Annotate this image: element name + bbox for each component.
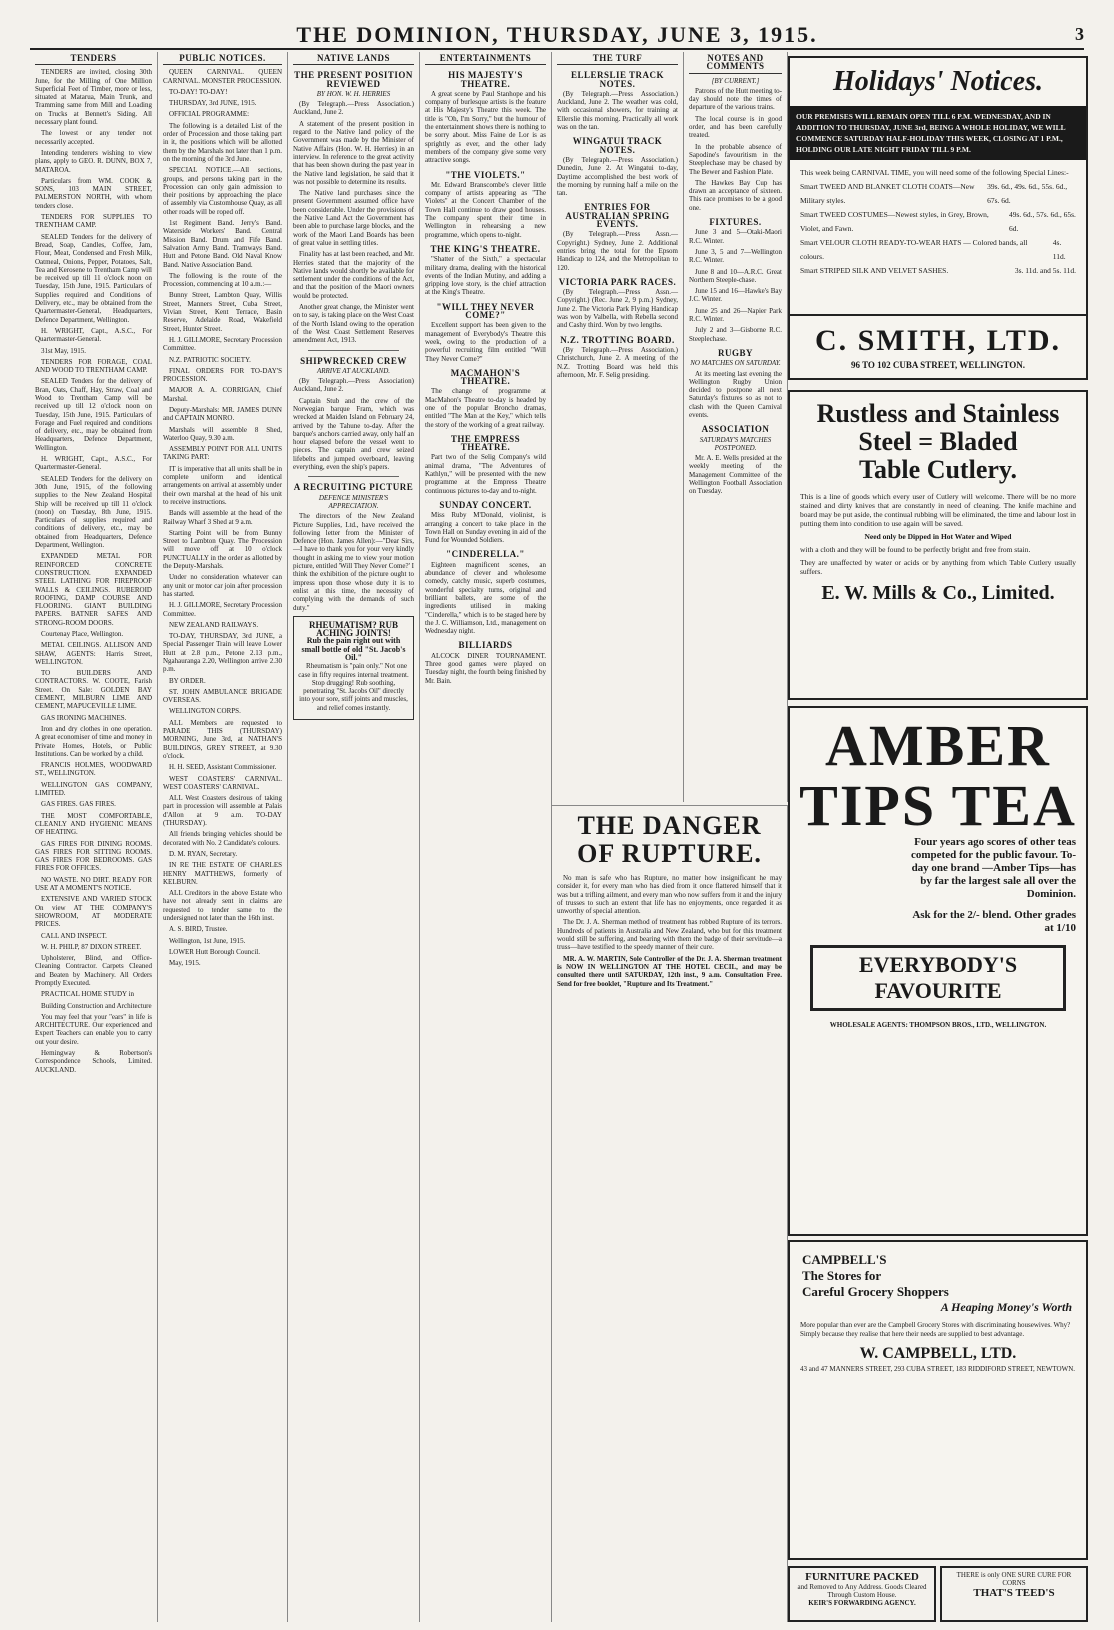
item-price: 49s. 6d., 57s. 6d., 65s. 6d. — [1009, 210, 1076, 233]
section-heading: BILLIARDS — [458, 640, 513, 651]
section-body: The change of programme at MacMahon's Theatre to-day is headed by one of the popular Broncho dramas, entitled "The Man at the Key," which tells the story of the working of a great railway. — [425, 387, 546, 429]
ad-title-line: Table Cutlery. — [859, 455, 1017, 484]
text-paragraph: BY ORDER. — [169, 676, 206, 685]
section-body: Part two of the Selig Company's wild animal drama, "The Adventures of Kathlyn," will be presented with the new programme at the Empress Theatre continuous pictures to-day and to-night. — [425, 453, 546, 495]
article-headline: A RECRUITING PICTURE — [293, 482, 414, 493]
text-paragraph: SEALED Tenders for the delivery of Bran, Oats, Chaff, Hay, Straw, Coal and Wood to Trentham Camp will be received up till 12 o'clock noon on Tuesday, 15th June, 1915. Particulars of Forage and Fuel required and conditions of delivery, etc., may be obtained from Headquarters, Defence Department, Wellington. — [35, 377, 152, 452]
rupture-body-2: The Dr. J. A. Sherman method of treatment has robbed Rupture of its terrors. Hundreds of patients in Australia and New Zealand, who but for this treatment would still be suffering, and bearing with them the badge of their servitude—a truss—have testified to the speedy manner of their cure. — [557, 918, 782, 952]
ad-body: This is a line of goods which every user of Cutlery will welcome. There will be no more stained and dirty knives that are constantly in need of cleaning. The knife machine and board may be put aside, the continual rubbing will be eliminated, the time and labour lost in putting them into condition to use again will be saved. — [800, 492, 1076, 528]
column-byline: [BY CURRENT.] — [711, 76, 760, 85]
text-paragraph: IT is imperative that all units shall be in complete uniform and identical arrangements on arrival at assembly under their own marshal at the head of his unit to receive instructions. — [163, 464, 282, 506]
article-subhead: ARRIVE AT AUCKLAND. — [316, 366, 391, 375]
text-paragraph: NO WASTE. NO DIRT. READY FOR USE AT A MOMENT'S NOTICE. — [35, 875, 152, 893]
rupture-article — [552, 805, 788, 1622]
text-paragraph: The local course is in good order, and has been carefully treated. — [689, 114, 782, 140]
text-paragraph: Intending tenderers wishing to view plans, apply to GEO. R. DUNN, BOX 7, MATAROA. — [35, 148, 152, 174]
text-paragraph: WELLINGTON CORPS. — [169, 707, 241, 716]
column-heading: ENTERTAINMENTS — [425, 52, 546, 65]
ad-title — [790, 1252, 1086, 1300]
text-paragraph: June 15 and 16—Hawke's Bay J.C. Winter. — [689, 287, 782, 304]
item-name: Smart VELOUR CLOTH READY-TO-WEAR HATS — Colored bands, all colours. — [800, 238, 1028, 261]
text-paragraph: GAS IRONING MACHINES. — [41, 713, 127, 722]
item-price: 39s. 6d., 49s. 6d., 55s. 6d., 67s. 6d. — [987, 182, 1068, 205]
ad-item — [800, 180, 1076, 208]
association-heading: ASSOCIATION — [701, 424, 770, 435]
ad-intro: This week being CARNIVAL TIME, you will need some of the following Special Lines:- — [800, 168, 1069, 177]
section-body: Eighteen magnificent scenes, an abundance of clever and wholesome comedy, catchy music, superb costumes, wonderful specialty turns, original and brilliant ballets, are some of the ingredients utilised in making "Cinderella," which is to be staged here by the J. C. Williamson, Ltd., management on Wednesday night. — [425, 560, 546, 636]
section-heading: SUNDAY CONCERT. — [439, 499, 532, 510]
section-heading: ENTRIES FOR AUSTRALIAN SPRING EVENTS. — [565, 202, 670, 230]
section-heading: WINGATUI TRACK NOTES. — [572, 136, 663, 155]
text-paragraph: June 3 and 5—Otaki-Maori R.C. Winter. — [689, 228, 782, 245]
ad-body: Rheumatism is "pain only." Not one case in fifty requires internal treatment. Stop drugging! Rub soothing, penetrating "St. Jacobs Oil" directly into your sore, stiff joints and muscles, and relief comes instantly. — [298, 662, 409, 712]
ad-title — [790, 400, 1086, 484]
company-name: C. SMITH, LTD. — [814, 324, 1062, 357]
notes-column — [684, 52, 788, 802]
column-heading: NOTES AND COMMENTS — [689, 52, 782, 74]
text-paragraph: The Native land purchases since the present Government assumed office have been considerable. Under the provisions of the Native Land Act the Government has been able to purchase large blocks, and the work of the Maori Land Boards has been of great value in settling titles. — [293, 189, 414, 247]
ad-note: Need only be Dipped in Hot Water and Wiped — [864, 532, 1012, 541]
text-paragraph: Particulars from WM. COOK & SONS, 103 MAIN STREET, PALMERSTON NORTH, with whom tenders close. — [35, 176, 152, 210]
ad-title-line: Steel = Bladed — [858, 427, 1018, 456]
text-paragraph: WELLINGTON GAS COMPANY, LIMITED. — [35, 780, 152, 798]
text-paragraph: ALL Members are requested to PARADE THIS (THURSDAY) MORNING, June 3rd, at NATHAN'S BUILDINGS, GREY STREET, at 9.30 o'clock. — [163, 718, 282, 760]
column-heading: TENDERS — [35, 52, 152, 65]
holidays-notices-ad — [788, 56, 1088, 316]
rugby-body: At its meeting last evening the Wellington Rugby Union decided to postpone all next Saturday's fixtures so as not to clash with the Queen Carnival events. — [689, 369, 782, 419]
text-paragraph: FRANCIS HOLMES, WOODWARD ST., WELLINGTON. — [35, 761, 152, 778]
ad-title-line: Rustless and Stainless — [816, 399, 1060, 428]
association-subhead: SATURDAY'S MATCHES POSTPONED. — [699, 435, 772, 452]
text-paragraph: ALL Creditors in the above Estate who have not already sent in claims are requested to tender same to the undersigned not later than the 16th inst. — [163, 889, 282, 923]
text-paragraph: Marshals will assemble 8 Shed, Waterloo Quay, 9.30 a.m. — [163, 425, 282, 442]
cutlery-ad — [788, 390, 1088, 700]
text-paragraph: FINAL ORDERS FOR TO-DAY'S PROCESSION. — [163, 366, 282, 384]
amber-tips-tea-ad — [788, 706, 1088, 1236]
rheumatism-ad — [293, 616, 414, 720]
section-heading: HIS MAJESTY'S THEATRE. — [448, 70, 523, 89]
section-body: ALCOCK DINER TOURNAMENT. Three good games were played on Tuesday night, the fourth being finished by Mr. Bain. — [425, 651, 546, 685]
ad-item — [800, 264, 1076, 278]
company-name: W. CAMPBELL, LTD. — [859, 1345, 1017, 1362]
text-paragraph: ST. JOHN AMBULANCE BRIGADE OVERSEAS. — [163, 687, 282, 705]
section-body: (By Telegraph.—Press Association.) Dunedin, June 2. At Wingatui to-day, Daytime accomplished the best work of the morning by running half a mile on the tan. — [557, 155, 678, 198]
text-paragraph: THE MOST COMFORTABLE, CLEANLY AND HYGIENIC MEANS OF HEATING. — [35, 811, 152, 837]
text-paragraph: Iron and dry clothes in one operation. A great economiser of time and money in Private Homes, Hotels, or Public Institutions. Can be worked by a child. — [35, 724, 152, 758]
section-body: "Shatter of the Sixth," a spectacular military drama, dealing with the historical events of the Indian Mutiny, and adding a gripping love story, is the chief attraction at the King's Theatre. — [425, 255, 546, 297]
ad-body: THERE is only ONE SURE CURE FOR CORNS — [956, 1571, 1072, 1587]
section-body: Miss Ruby M'Donald, violinist, is arranging a concert to take place in the Town Hall on Sunday evening in aid of the Fund for Wounded Soldiers. — [425, 511, 546, 545]
section-body: A great scene by Paul Stanhope and his company of burlesque artists is the feature at His Majesty's Theatre this week. The title is "Oh, I'm Sorry," but the humour of the entertainment shows there is nothing to be sorry about. Miss Faine de Lor is as sprightly as ever, and the other lady members of the company give some very attractive songs. — [425, 89, 546, 165]
text-paragraph: Wellington, 1st June, 1915. — [169, 936, 246, 945]
company-address: 43 and 47 MANNERS STREET, 293 CUBA STREET, 183 RIDDIFORD STREET, NEWTOWN. — [800, 1365, 1076, 1373]
c-smith-ad — [788, 316, 1088, 380]
furniture-ad — [788, 1566, 936, 1622]
entertainments-column — [420, 52, 552, 1622]
ad-title: THAT'S TEED'S — [973, 1587, 1055, 1599]
rugby-subhead: NO MATCHES ON SATURDAY. — [690, 359, 781, 368]
text-paragraph: SEALED Tenders for the delivery on 30th June, 1915, of the following supplies to the New Zealand Hospital Ship will be received up till 11 o'clock (noon) on Tuesday, 8th June, 1915. Particulars of supplies required and conditions of delivery, etc., may be obtained from Headquarters, Defence Department, Wellington. — [35, 474, 152, 550]
text-paragraph: TO-DAY! TO-DAY! — [169, 87, 228, 96]
section-heading: "WILL THEY NEVER COME?" — [436, 301, 535, 321]
divider — [308, 350, 399, 351]
text-paragraph: H. J. GILLMORE, Secretary Procession Committee. — [163, 335, 282, 353]
text-paragraph: A statement of the present position in regard to the Native land policy of the Government was made by the Minister of Native Affairs (Hon. W. H. Herries) in an interview. In reference to the great activity that has been shown during the past year in the Native land legislation, he said that it was not possible to determine its results. — [293, 119, 414, 186]
item-name: Smart TWEED AND BLANKET CLOTH COATS—New Military styles. — [800, 182, 975, 205]
text-paragraph: June 25 and 26—Napier Park R.C. Winter. — [689, 306, 782, 324]
rugby-heading: RUGBY — [717, 347, 753, 358]
text-paragraph: Hemingway & Robertson's Correspondence Schools, Limited. AUCKLAND. — [35, 1049, 152, 1074]
text-paragraph: PRACTICAL HOME STUDY in — [41, 990, 135, 999]
text-paragraph: THURSDAY, 3rd JUNE, 1915. — [169, 99, 257, 108]
ad-copy: Four years ago scores of other teas competed for the public favour. To-day one brand —Amber Tips—has by far the largest sale all over the Dominion. — [910, 836, 1076, 900]
native-lands-column — [288, 52, 420, 1622]
section-heading: N.Z. TROTTING BOARD. — [560, 334, 675, 345]
text-paragraph: The lowest or any tender not necessarily accepted. — [35, 129, 152, 146]
text-paragraph: IN RE THE ESTATE OF CHARLES HENRY MATTHEWS, formerly of KELBURN. — [163, 861, 282, 886]
text-paragraph: May, 1915. — [169, 959, 201, 968]
footer-ads — [788, 1566, 1088, 1622]
text-paragraph: 1st Regiment Band. Jerry's Band. Waterside Workers' Band. Central Mission Band. Drum and Fife Band. Salvation Army Band. Tramways Band. Hutt and Petone Band. Old Naval Know Band. Native Association Band. — [163, 219, 282, 269]
ad-stamp: A Heaping Money's Worth — [940, 1300, 1072, 1314]
ad-title-line: The Stores for — [802, 1268, 882, 1283]
divider — [308, 476, 399, 477]
item-price: 4s. 11d. — [1052, 238, 1066, 261]
text-paragraph: (By Telegraph.—Press Association) Auckland, June 2. — [293, 377, 414, 394]
ad-item — [800, 208, 1076, 236]
rupture-body: No man is safe who has Rupture, no matter how insignificant he may consider it, for every man who has died from it once flattered himself that it was but a trifling ailment, and every man who now suffers from it and the injury of trusses to such an extent that life has no enjoyments, once regarded it as unworthy of special attention. — [557, 874, 782, 916]
article-byline: BY HON. W. H. HERRIES — [316, 89, 391, 98]
ad-title: Holidays' Notices. — [833, 66, 1043, 97]
text-paragraph: The following is the route of the Procession, commencing at 10 a.m.:— — [163, 271, 282, 289]
text-paragraph: The Hawkes Bay Cup has drawn an acceptance of sixteen. This race promises to be a good one. — [689, 178, 782, 212]
text-paragraph: July 2 and 3—Gisborne R.C. Steeplechase. — [689, 326, 782, 343]
text-paragraph: Courtenay Place, Wellington. — [41, 630, 124, 638]
text-paragraph: W. H. PHILP, 87 DIXON STREET. — [41, 942, 142, 951]
text-paragraph: EXTENSIVE AND VARIED STOCK On view AT THE COMPANY'S SHOWROOM, AT MODERATE PRICES. — [35, 895, 152, 929]
page-number: 3 — [1075, 24, 1084, 44]
text-paragraph: (By Telegraph.—Press Association.) Auckland, June 2. — [293, 100, 414, 117]
column-heading: NATIVE LANDS — [293, 52, 414, 65]
text-paragraph: MAJOR A. A. CORRIGAN, Chief Marshal. — [163, 386, 282, 403]
tenders-column — [30, 52, 158, 1622]
section-body: (By Telegraph.—Press Association.) Christchurch, June 2. A meeting of the N.Z. Trotting Board was held this afternoon, Mr. F. Selig presiding. — [557, 345, 678, 379]
rupture-headline: THE DANGER OF RUPTURE. — [577, 811, 762, 868]
text-paragraph: H. H. SEED, Assistant Commissioner. — [169, 763, 277, 772]
text-paragraph: GAS FIRES. GAS FIRES. — [41, 800, 116, 809]
text-paragraph: Under no consideration whatever can any unit or motor car join after procession has started. — [163, 573, 282, 598]
text-paragraph: Captain Stub and the crew of the Norwegian barque Fram, which was wrecked at Maiden Island on February 24, arrived by the Tahune to-day. After the barque's anchors carried away, only half an hour elapsed before the vessel went to pieces. The captain and crew seized lifebelts and jumped overboard, leaving everything, even the ship's papers. — [293, 396, 414, 472]
text-paragraph: N.Z. PATRIOTIC SOCIETY. — [169, 355, 251, 364]
text-paragraph: ALL West Coasters desirous of taking part in procession will assemble at Palais d'Allon at 9 a.m. TO-DAY (THURSDAY). — [163, 794, 282, 828]
text-paragraph: TO BUILDERS AND CONTRACTORS. W. COOTE, Farish Street. On Sale: GOLDEN BAY CEMENT, MILBURN LIME AND CEMENT, MAPUCEVILLE LIME. — [35, 669, 152, 711]
section-body: (By Telegraph.—Press Association.) Auckland, June 2. The weather was cold, with occasional showers, for training at Ellerslie this morning. Practically all work was on the tan. — [557, 89, 678, 132]
fixtures-heading: FIXTURES. — [709, 217, 762, 228]
item-name: Smart TWEED COSTUMES—Newest styles, in Grey, Brown, Violet, and Fawn. — [800, 210, 989, 233]
section-body: Mr. Edward Branscombe's clever little company of artists appearing as "The Violets" at the Concert Chamber of the Town Hall continue to draw good houses. The company spent their time in Wellington in rehearsing a new programme, which opens to-night. — [425, 180, 546, 239]
section-body: (By Telegraph.—Press Assn.—Copyright.) (Rec. June 2, 9 p.m.) Sydney, June 2. The Victoria Park Flying Handicap was won by Valbella, with Rebella second and Cashy third. Won by two lengths. — [557, 288, 678, 330]
text-paragraph: TENDERS are invited, closing 30th June, for the Milling of One Million Superficial Feet of Timber, more or less, situated at Matarua, Main Trunk, and Tramming same from Mill and Loading on Trucks at Bennett's Siding. All necessary plant found. — [35, 68, 152, 127]
text-paragraph: You may feel that your "ears" in life is ARCHITECTURE. Our experienced and Expert Teachers can enable you to carry out your desire. — [35, 1012, 152, 1046]
text-paragraph: LOWER Hutt Borough Council. — [169, 947, 260, 956]
text-paragraph: Patrons of the Hutt meeting to-day should note the times of departure of the various trains. — [689, 86, 782, 112]
text-paragraph: June 3, 5 and 7—Wellington R.C. Winter. — [689, 247, 782, 265]
text-paragraph: All friends bringing vehicles should be decorated with No. 2 Candidate's colours. — [163, 830, 282, 847]
text-paragraph: Bunny Street, Lambton Quay, Willis Street, Manners Street, Cuba Street, Vivian Street, Kent Terrace, Basin Reserve, Adelaide Road, Wakefield Street, Hunter Street. — [163, 291, 282, 333]
association-body: Mr. A. E. Wells presided at the weekly meeting of the Management Committee of the Wellington Football Association on Tuesday. — [689, 454, 782, 496]
ad-items — [790, 160, 1086, 284]
text-paragraph: QUEEN CARNIVAL. QUEEN CARNIVAL. MONSTER PROCESSION. — [163, 68, 282, 85]
text-paragraph: The following is a detailed List of the order of Procession and those taking part in it, the positions which will be allotted them by the Marshals not later than 1 p.m. on the morning of the 3rd June. — [163, 121, 282, 163]
section-heading: VICTORIA PARK RACES. — [558, 276, 677, 287]
text-paragraph: H. J. GILLMORE, Secretary Procession Committee. — [163, 601, 282, 618]
section-heading: MACMAHON'S THEATRE. — [450, 367, 521, 387]
item-price: 3s. 11d. and 5s. 11d. — [1014, 266, 1076, 275]
ad-title-line: Careful Grocery Shoppers — [802, 1284, 949, 1299]
ad-title-line: CAMPBELL'S — [802, 1252, 887, 1267]
ad-slogan: EVERYBODY'S FAVOURITE — [810, 945, 1066, 1011]
public-notices-column — [158, 52, 288, 1622]
text-paragraph: TO-DAY, THURSDAY, 3rd JUNE, a Special Passenger Train will leave Lower Hutt at 2.8 p.m., Petone 2.13 p.m., Ngahauranga 2.20, Wellington arrive 2.30 p.m. — [163, 632, 282, 674]
section-heading: "CINDERELLA." — [446, 549, 525, 560]
ad-title: AMBER TIPS TEA — [799, 713, 1077, 838]
ad-price: Ask for the 2/- blend. Other grades at 1/10 — [912, 909, 1076, 934]
text-paragraph: H. WRIGHT, Capt., A.S.C., For Quartermaster-General. — [35, 326, 152, 344]
text-paragraph: ASSEMBLY POINT FOR ALL UNITS TAKING PART: — [163, 445, 282, 462]
company-address: 96 TO 102 CUBA STREET, WELLINGTON. — [851, 360, 1025, 370]
text-paragraph: Building Construction and Architecture — [41, 1001, 152, 1010]
ad-body: More popular than ever are the Campbell Grocery Stores with discriminating housewives. Why? Simply because they realise that here their needs are supplied to best advantage. — [800, 1321, 1071, 1338]
text-paragraph: 31st May, 1915. — [41, 346, 87, 355]
text-paragraph: Deputy-Marshals: MR. JAMES DUNN and CAPTAIN MONRO. — [163, 405, 282, 423]
section-heading: THE KING'S THEATRE. — [430, 243, 541, 254]
text-paragraph: NEW ZEALAND RAILWAYS. — [169, 620, 259, 629]
text-paragraph: Starting Point will be from Bunny Street to Lambton Quay. The Procession will move off at 10 o'clock PUNCTUALLY in the order as allotted by the Deputy-Marshals. — [163, 528, 282, 571]
ad-item — [800, 236, 1076, 264]
article-subhead: DEFENCE MINISTER'S APPRECIATION. — [318, 493, 389, 510]
section-heading: "THE VIOLETS." — [445, 169, 526, 180]
text-paragraph: Finality has at last been reached, and Mr. Herries stated that the majority of the Native lands would shortly be available for settlement under the conditions of the Act, and that the position of the Maori owners would be protected. — [293, 250, 414, 300]
brand-name: E. W. Mills & Co., Limited. — [821, 582, 1055, 604]
text-paragraph: EXPANDED METAL FOR REINFORCED CONCRETE CONSTRUCTION. EXPANDED STEEL LATHING FOR FIREPROOF WALLS & CEILINGS. RUBEROID ROOFING, DAMP COURSE AND FLOORING. GIANT BUILDING PAPERS. BATNER SAFES AND STRONG-ROOM DOORS. — [35, 552, 152, 627]
section-heading: THE EMPRESS THEATRE. — [450, 433, 521, 453]
text-paragraph: OFFICIAL PROGRAMME: — [169, 110, 250, 119]
rupture-contact: MR. A. W. MARTIN, Sole Controller of the Dr. J. A. Sherman treatment is NOW IN WELLINGTON AT THE HOTEL CECIL, and may be consulted there until SATURDAY, 12th inst., 9 a.m. Consultation Free. Send for free booklet, "Rupture and Its Treatment." — [557, 954, 782, 988]
ad-body-2: with a cloth and they will be found to be perfectly bright and free from stain. — [800, 545, 1031, 554]
ad-body: and Removed to Any Address. Goods Cleared Through Custom House. — [797, 1583, 927, 1599]
text-paragraph: D. M. RYAN, Secretary. — [169, 849, 238, 858]
text-paragraph: GAS FIRES FOR DINING ROOMS. GAS FIRES FOR SITTING ROOMS. GAS FIRES FOR BEDROOMS. GAS FIRES FOR OFFICES. — [35, 839, 152, 873]
newspaper-title: THE DOMINION, THURSDAY, JUNE 3, 1915. — [296, 22, 818, 47]
turf-column — [552, 52, 684, 802]
text-paragraph: TENDERS FOR FORAGE, COAL AND WOOD TO TRENTHAM CAMP. — [35, 357, 152, 375]
text-paragraph: Bands will assemble at the head of the Railway Wharf 3 Shed at 9 a.m. — [163, 509, 282, 526]
section-body: (By Telegraph.—Press Assn.—Copyright.) Sydney, June 2. Additional entries bring the total for the Epsom Handicap to 124, and the Metropolitan to 120. — [557, 230, 678, 272]
text-paragraph: METAL CEILINGS. ALLISON AND SHAW, AGENTS: Harris Street, WELLINGTON. — [35, 641, 152, 666]
text-paragraph: The directors of the New Zealand Picture Supplies, Ltd., have received the following letter from the Minister of Defence (Hon. James Allen):—"Dear Sirs,—I have to thank you for your very kindly thought in asking me to view your motion picture, entitled 'Will They Never Come?' I think the exhibition of the picture ought to impress upon those whose duty it is to enlist at this time, the necessity of complying with the demands of such duty." — [293, 512, 414, 612]
masthead — [30, 22, 1084, 50]
ad-banner: OUR PREMISES WILL REMAIN OPEN TILL 6 P.M. WEDNESDAY, AND IN ADDITION TO THURSDAY, JUNE 3rd, BEING A WHOLE HOLIDAY, WE WILL COMMENCE SATURDAY HALF-HOLIDAY THIS WEEK, CLOSING AT 1 P.M., HOLDING OUR LATE NIGHT FRIDAY TILL 9 P.M. — [790, 106, 1086, 160]
column-heading: PUBLIC NOTICES. — [163, 52, 282, 65]
ad-subhead: Rub the pain right out with small bottle of old "St. Jacob's Oil." — [301, 636, 406, 662]
ad-headline: RHEUMATISM? RUB ACHING JOINTS! — [308, 619, 399, 639]
text-paragraph: SPECIAL NOTICE.—All sections, groups, and persons taking part in the Procession can only gain admission to their positions by approaching the place of assembly via Customhouse Quay, as all other roads will be roped off. — [163, 166, 282, 216]
article-headline: THE PRESENT POSITION REVIEWED — [294, 70, 413, 89]
text-paragraph: Another great change, the Minister went on to say, is taking place on the West Coast of the North Island owing to the operation of the West Coast Settlement Reserves amendment Act, 1913. — [293, 303, 414, 345]
text-paragraph: H. WRIGHT, Capt., A.S.C., For Quartermaster-General. — [35, 455, 152, 472]
section-heading: ELLERSLIE TRACK NOTES. — [570, 70, 665, 89]
text-paragraph: A. S. BIRD, Trustee. — [169, 925, 228, 934]
column-heading: THE TURF — [557, 52, 678, 65]
brand-name: KEIR'S FORWARDING AGENCY. — [808, 1599, 916, 1607]
item-name: Smart STRIPED SILK AND VELVET SASHES. — [800, 266, 949, 275]
text-paragraph: Upholsterer, Blind, and Office-Cleaning Contractor. Carpets Cleaned and Beaten by Machinery. All Orders Promptly Executed. — [35, 954, 152, 987]
text-paragraph: In the probable absence of Sapodine's favouritism in the Steeplechase may be chased by The Bewer and Fashion Plate. — [689, 142, 782, 176]
text-paragraph: TENDERS FOR SUPPLIES TO TRENTHAM CAMP. — [35, 213, 152, 230]
section-body: Excellent support has been given to the management of Everybody's Theatre this week, owing to the production of a powerful recruiting film entitled "Will They Never Come?" — [425, 321, 546, 363]
text-paragraph: WEST COASTERS' CARNIVAL. WEST COASTERS' CARNIVAL. — [163, 774, 282, 791]
campbell-stores-ad — [788, 1240, 1088, 1560]
ad-body-3: They are unaffected by water or acids or by anything from which Table Cutlery usually suffers. — [800, 558, 1076, 576]
text-paragraph: June 8 and 10—A.R.C. Great Northern Steeple-chase. — [689, 267, 782, 284]
corn-cure-ad — [940, 1566, 1088, 1622]
text-paragraph: SEALED Tenders for the delivery of Bread, Soap, Candles, Coffee, Jam, Flour, Meat, Condensed and Fresh Milk, Oatmeal, Onions, Pepper, Potatoes, Salt, Tea and Kerosene to Trentham Camp will be received up till 11 o'clock noon on Tuesday, 15th June, 1915. Particulars of Supplies required and Conditions of Delivery, etc., may be obtained from the Quartermaster-General, Headquarters, Defence Department, Wellington. — [35, 232, 152, 324]
ad-title: FURNITURE PACKED — [805, 1571, 919, 1583]
ad-agents: WHOLESALE AGENTS: THOMPSON BROS., LTD., WELLINGTON. — [829, 1021, 1047, 1029]
article-headline: SHIPWRECKED CREW — [300, 355, 407, 366]
text-paragraph: CALL AND INSPECT. — [41, 931, 107, 940]
